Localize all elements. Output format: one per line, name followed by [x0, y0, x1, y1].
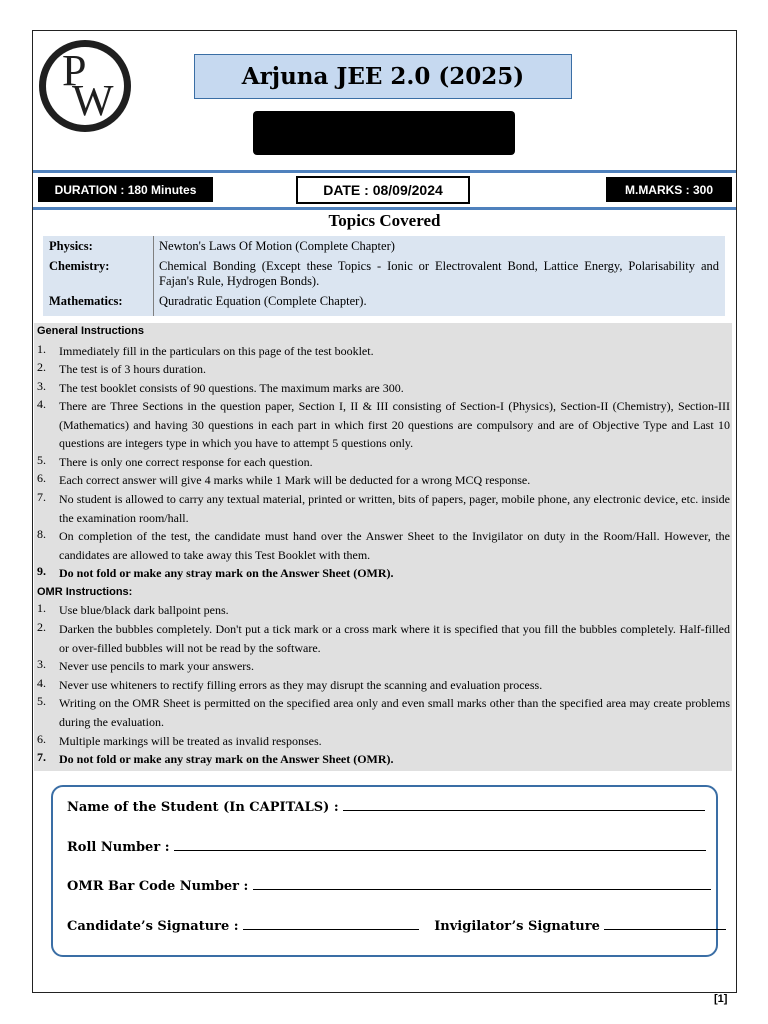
divider-bottom: [33, 207, 736, 210]
omr-barcode-row: [67, 878, 711, 894]
item-number: 4.: [37, 676, 46, 690]
item-number: 2.: [37, 360, 46, 374]
item-text: Never use whiteners to rectify filling errors as they may disrupt the scanning and evaluation process.: [59, 678, 543, 692]
omr-instructions-heading: OMR Instructions:: [37, 586, 133, 598]
student-name-row: [67, 799, 705, 815]
subject-label: Chemistry:: [49, 259, 110, 273]
omr-barcode-field[interactable]: [253, 878, 711, 890]
student-name-field[interactable]: [343, 799, 705, 811]
item-number: 8.: [37, 527, 46, 541]
item-text: Never use pencils to mark your answers.: [59, 659, 254, 673]
roll-number-field[interactable]: [174, 839, 706, 851]
instructions-panel: [34, 323, 732, 771]
item-text: There are Three Sections in the question paper, Section I, II & III consisting of Section-I (Physics), Section-II (Chemistry), Section-III (Mathematics) and having 30 questions in each part in which first 20 questions are compulsory and are of Objective Type and Last 10 questions are integers type in which you have to attempt 5 questions only.: [59, 399, 730, 450]
item-text: On completion of the test, the candidate must hand over the Answer Sheet to the Invigilator on duty in the Room/Hall. However, the candidates are allowed to take away this Test Booklet with them.: [59, 529, 730, 562]
item-text: Immediately fill in the particulars on this page of the test booklet.: [59, 344, 374, 358]
item-number: 5.: [37, 694, 46, 708]
student-name-label: Name of the Student (In CAPITALS) :: [67, 800, 339, 815]
item-text: Do not fold or make any stray mark on the Answer Sheet (OMR).: [59, 566, 394, 580]
roll-number-row: [67, 839, 706, 855]
max-marks-badge: [606, 177, 732, 202]
signature-row: [67, 918, 726, 934]
item-number: 6.: [37, 732, 46, 746]
item-number: 3.: [37, 657, 46, 671]
item-number: 3.: [37, 379, 46, 393]
invigilator-signature-label: Invigilator’s Signature: [434, 919, 600, 934]
candidate-signature-label: Candidate’s Signature :: [67, 919, 239, 934]
general-instructions-heading: General Instructions: [37, 325, 144, 337]
test-title: Arjuna JEE 2.0 (2025): [241, 63, 525, 90]
item-text: The test booklet consists of 90 questions. The maximum marks are 300.: [59, 381, 404, 395]
item-text: Writing on the OMR Sheet is permitted on the specified area only and even small marks other than the specified area may create problems during the evaluation.: [59, 696, 730, 729]
item-text: Multiple markings will be treated as invalid responses.: [59, 734, 322, 748]
item-number: 6.: [37, 471, 46, 485]
item-number: 7.: [37, 750, 46, 764]
roll-number-label: Roll Number :: [67, 840, 170, 855]
subject-label: Physics:: [49, 239, 93, 253]
subject-topic: Chemical Bonding (Except these Topics - Ionic or Electrovalent Bond, Lattice Energy, Polarisability and Fajan's Rule, Hydrogen Bonds).: [159, 259, 719, 288]
subject-topic: Quradratic Equation (Complete Chapter).: [159, 294, 367, 308]
item-number: 7.: [37, 490, 46, 504]
max-marks-text: M.MARKS : 300: [624, 182, 713, 197]
subject-topic: Newton's Laws Of Motion (Complete Chapter): [159, 239, 395, 253]
topics-heading: Topics Covered: [328, 211, 441, 230]
duration-text: DURATION : 180 Minutes: [54, 182, 197, 197]
date-text: DATE : 08/09/2024: [323, 182, 443, 198]
page-number: [1]: [714, 993, 728, 1005]
omr-barcode-label: OMR Bar Code Number :: [67, 879, 249, 894]
subject-label: Mathematics:: [49, 294, 123, 308]
divider-top: [33, 170, 736, 173]
item-number: 2.: [37, 620, 46, 634]
student-details-form: [51, 785, 718, 957]
item-text: Darken the bubbles completely. Don't put a tick mark or a cross mark where it is specified that you fill the bubbles completely. Half-filled or over-filled bubbles will not be read by the software.: [59, 622, 730, 655]
item-text: The test is of 3 hours duration.: [59, 362, 206, 376]
candidate-signature-field[interactable]: [243, 918, 419, 930]
topics-table: [43, 236, 725, 316]
test-title-box: [194, 54, 572, 99]
item-text: There is only one correct response for each question.: [59, 455, 313, 469]
item-text: Use blue/black dark ballpoint pens.: [59, 603, 229, 617]
item-number: 5.: [37, 453, 46, 467]
redacted-bar: [253, 111, 515, 155]
item-text: Do not fold or make any stray mark on the Answer Sheet (OMR).: [59, 752, 394, 766]
pw-logo: P W: [39, 40, 131, 132]
topics-column-divider: [153, 236, 154, 316]
item-number: 9.: [37, 564, 46, 578]
item-number: 1.: [37, 342, 46, 356]
item-text: Each correct answer will give 4 marks while 1 Mark will be deducted for a wrong MCQ response.: [59, 473, 531, 487]
item-text: No student is allowed to carry any textual material, printed or written, bits of papers, pager, mobile phone, any electronic device, etc. inside the examination room/hall.: [59, 492, 730, 525]
invigilator-signature-field[interactable]: [604, 918, 726, 930]
date-box: [296, 176, 470, 204]
item-number: 1.: [37, 601, 46, 615]
duration-badge: [38, 177, 213, 202]
item-number: 4.: [37, 397, 46, 411]
